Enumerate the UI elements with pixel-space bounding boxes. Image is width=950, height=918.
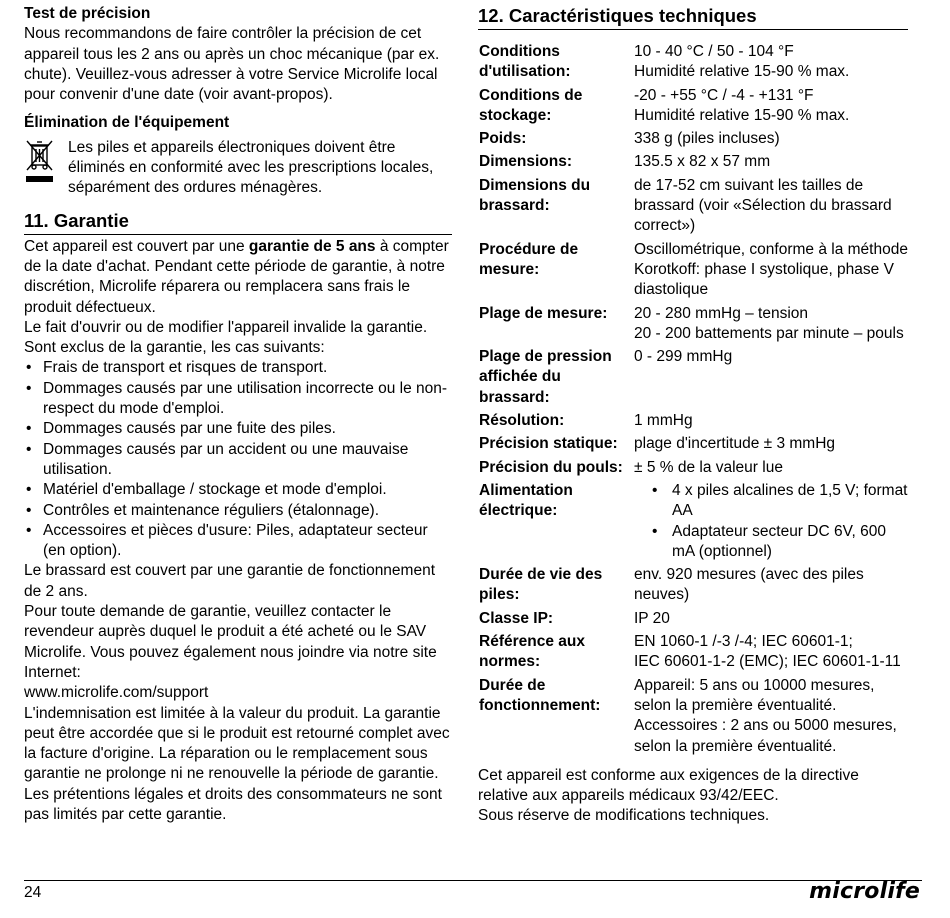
warranty-contact-text: Pour toute demande de garantie, veuillez contacter le revendeur auprès duquel le produit a été acheté ou le SAV Microlife. Vous pouvez également nous joindre via notre site Internet: bbox=[24, 603, 437, 681]
spec-value-line: Oscillométrique, conforme à la méthode Korotkoff: phase I systolique, phase V diastolique bbox=[634, 240, 908, 299]
disposal-text: Les piles et appareils électroniques doivent être éliminés en conformité avec les prescriptions locales, séparément des ordures ménagères. bbox=[68, 138, 434, 197]
table-row bbox=[478, 609, 908, 632]
list-item: • Matériel d'emballage / stockage et mode d'emploi. bbox=[24, 480, 452, 500]
spec-label: Plage de pression affichée du brassard: bbox=[479, 348, 612, 406]
list-item: • Adaptateur secteur DC 6V, 600 mA (optionnel) bbox=[634, 522, 908, 563]
spec-value-line: EN 1060-1 /-3 /-4; IEC 60601-1; bbox=[634, 633, 853, 651]
table-row bbox=[478, 632, 908, 676]
spec-value-line: 135.5 x 82 x 57 mm bbox=[634, 153, 771, 171]
spec-value-line: 20 - 280 mmHg – tension bbox=[634, 304, 809, 322]
table-row bbox=[478, 86, 908, 130]
microlife-logo: microlife bbox=[809, 879, 920, 904]
spec-value bbox=[634, 240, 908, 304]
spec-value bbox=[634, 176, 908, 240]
spec-value-line: Humidité relative 15-90 % max. bbox=[634, 106, 850, 124]
spec-value bbox=[634, 152, 908, 175]
table-row bbox=[478, 347, 908, 411]
table-row bbox=[478, 458, 908, 481]
table-row bbox=[478, 240, 908, 304]
spec-value-line: IP 20 bbox=[634, 609, 670, 627]
specs-table bbox=[478, 42, 908, 760]
crossed-out-bin-icon bbox=[24, 138, 68, 199]
list-item: • 4 x piles alcalines de 1,5 V; format AA bbox=[634, 481, 908, 522]
list-item: • Contrôles et maintenance réguliers (étalonnage). bbox=[24, 501, 452, 521]
spec-value bbox=[634, 347, 908, 411]
spec-value-line: Accessoires : 2 ans ou 5000 mesures, selon la première éventualité. bbox=[634, 717, 897, 755]
spec-value bbox=[634, 129, 908, 152]
spec-value-line: 1 mmHg bbox=[634, 412, 693, 430]
spec-value-line: 0 - 299 mmHg bbox=[634, 348, 733, 366]
disposal-block bbox=[24, 138, 452, 199]
list-item: • Frais de transport et risques de transport. bbox=[24, 358, 452, 378]
spec-value-line: de 17-52 cm suivant les tailles de brassard (voir «Sélection du brassard correct») bbox=[634, 176, 892, 235]
spec-value bbox=[634, 458, 908, 481]
table-row bbox=[478, 676, 908, 760]
warranty-intro-start: Cet appareil est couvert par une bbox=[24, 237, 249, 255]
spec-label: Conditions de stockage: bbox=[479, 86, 583, 124]
list-item: • Dommages causés par une fuite des piles. bbox=[24, 419, 452, 439]
table-row bbox=[478, 304, 908, 348]
table-row bbox=[478, 411, 908, 434]
table-row bbox=[478, 176, 908, 240]
spec-value bbox=[634, 565, 908, 609]
cuff-warranty-text: Le brassard est couvert par une garantie de fonctionnement de 2 ans. bbox=[24, 562, 436, 600]
spec-label: Référence aux normes: bbox=[479, 633, 585, 671]
table-row bbox=[478, 565, 908, 609]
spec-value bbox=[634, 676, 908, 760]
spec-label: Procédure de mesure: bbox=[479, 240, 579, 278]
list-item: • Dommages causés par une utilisation incorrecte ou le non-respect du mode d'emploi. bbox=[24, 379, 452, 420]
spec-label: Plage de mesure: bbox=[479, 304, 608, 322]
directive-compliance-text: Cet appareil est conforme aux exigences de la directive relative aux appareils médicaux 93/42/EEC. bbox=[478, 766, 859, 805]
technical-specs-heading: 12. Caractéristiques techniques bbox=[478, 4, 908, 30]
spec-value bbox=[634, 411, 908, 434]
support-url: www.microlife.com/support bbox=[24, 684, 209, 702]
spec-label: Résolution: bbox=[479, 412, 565, 430]
precision-test-title: Test de précision bbox=[24, 5, 151, 22]
spec-value-line: -20 - +55 °C / -4 - +131 °F bbox=[634, 86, 814, 104]
spec-label: Classe IP: bbox=[479, 609, 554, 627]
spec-value-line: Humidité relative 15-90 % max. bbox=[634, 63, 850, 81]
modification-notice: Sous réserve de modifications techniques. bbox=[478, 807, 770, 825]
warranty-duration: garantie de 5 ans bbox=[248, 237, 376, 255]
warranty-void-text: Le fait d'ouvrir ou de modifier l'appareil invalide la garantie. bbox=[24, 318, 428, 336]
warranty-intro bbox=[24, 237, 452, 318]
spec-label: Dimensions du brassard: bbox=[479, 176, 591, 215]
table-row bbox=[478, 129, 908, 152]
compensation-text: L'indemnisation est limitée à la valeur du produit. La garantie peut être accordée que si le produit est retourné complet avec la facture d'origine. La réparation ou le remplacement sous garantie ne prolonge ni ne renouvelle la période de garantie. Les prétentions légales et droits des consommateurs ne sont pas limités par cette garantie. bbox=[24, 704, 450, 823]
spec-value bbox=[634, 609, 908, 632]
spec-value bbox=[634, 304, 908, 348]
table-row bbox=[478, 152, 908, 175]
spec-label: Poids: bbox=[479, 130, 527, 148]
spec-label: Durée de fonctionnement: bbox=[479, 676, 601, 714]
list-item: • Dommages causés par un accident ou une mauvaise utilisation. bbox=[24, 440, 452, 481]
spec-value-line: plage d'incertitude ± 3 mmHg bbox=[634, 435, 836, 453]
precision-test-text: Nous recommandons de faire contrôler la précision de cet appareil tous les 2 ans ou après un choc mécanique (par ex. chute). Veuillez-vous adresser à votre Service Microlife local pour convenir d'une date (voir avant-propos). bbox=[24, 25, 440, 104]
warranty-intro-end: à compter de la date d'achat. Pendant cette période de garantie, à notre discrétion, Microlife réparera ou remplacera sans frais le produit défectueux. bbox=[24, 237, 449, 316]
spec-value bbox=[634, 481, 908, 565]
warranty-exclusions-intro: Sont exclus de la garantie, les cas suivants: bbox=[24, 339, 325, 357]
table-row bbox=[478, 481, 908, 565]
warranty-exclusions-list bbox=[24, 358, 452, 561]
spec-value bbox=[634, 86, 908, 130]
spec-value-line: ± 5 % de la valeur lue bbox=[634, 458, 783, 476]
spec-value-line: 10 - 40 °C / 50 - 104 °F bbox=[634, 43, 794, 60]
table-row bbox=[478, 434, 908, 457]
footer-divider bbox=[24, 880, 922, 881]
spec-value bbox=[634, 632, 908, 676]
spec-label: Durée de vie des piles: bbox=[479, 566, 603, 604]
disposal-title: Élimination de l'équipement bbox=[24, 114, 230, 132]
spec-label: Dimensions: bbox=[479, 153, 573, 171]
spec-value-line: 338 g (piles incluses) bbox=[634, 130, 780, 148]
spec-label: Conditions d'utilisation: bbox=[479, 43, 571, 81]
right-column bbox=[478, 4, 908, 827]
spec-value bbox=[634, 42, 908, 86]
spec-value-line: env. 920 mesures (avec des piles neuves) bbox=[634, 566, 864, 604]
page-number: 24 bbox=[24, 884, 42, 901]
spec-bullet-list bbox=[634, 481, 908, 562]
spec-label: Alimentation électrique: bbox=[479, 481, 573, 520]
spec-value-line: IEC 60601-1-2 (EMC); IEC 60601-1-11 bbox=[634, 653, 901, 671]
table-row bbox=[478, 42, 908, 86]
spec-value-line: Appareil: 5 ans ou 10000 mesures, selon la première éventualité. bbox=[634, 676, 875, 714]
spec-label: Précision du pouls: bbox=[479, 458, 623, 476]
warranty-heading: 11. Garantie bbox=[24, 209, 452, 235]
spec-value bbox=[634, 434, 908, 457]
list-item: • Accessoires et pièces d'usure: Piles, adaptateur secteur (en option). bbox=[24, 521, 452, 562]
left-column bbox=[24, 4, 452, 825]
spec-value-line: 20 - 200 battements par minute – pouls bbox=[634, 324, 904, 342]
spec-label: Précision statique: bbox=[479, 435, 618, 453]
